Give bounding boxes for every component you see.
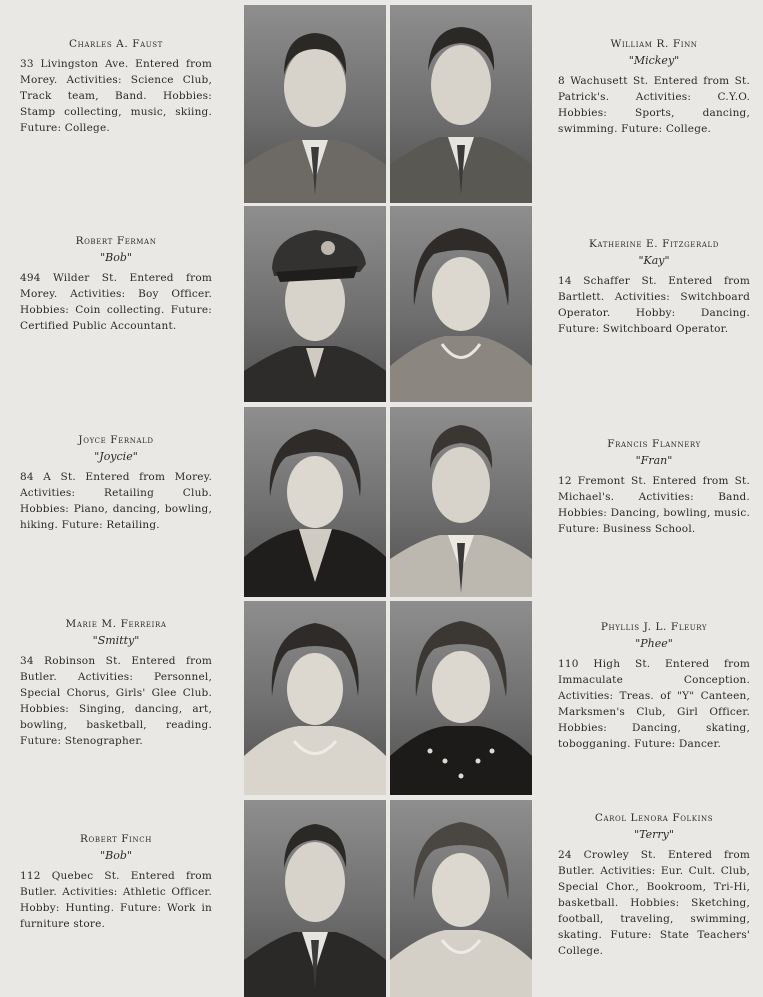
student-name: Robert Finch (80, 833, 152, 845)
student-bio: 33 Livingston Ave. Entered from Morey. Activities: Science Club, Track team, Band. Hobbies: Stamp collecting, music, skiing. Future: College. (20, 58, 212, 134)
portrait-photo-marie-ferreira (244, 601, 386, 795)
student-nickname: "Phee" (635, 637, 673, 650)
student-entry-william-finn (558, 38, 750, 137)
student-nickname: "Bob" (100, 251, 132, 264)
portrait-photo-william-finn (390, 5, 532, 203)
student-entry-katherine-fitzgerald (558, 238, 750, 337)
student-name: Joyce Fernald (78, 434, 154, 446)
student-bio: 8 Wachusett St. Entered from St. Patrick's. Activities: C.Y.O. Hobbies: Sports, dancing, swimming. Future: College. (558, 75, 750, 135)
student-entry-carol-folkins (558, 812, 750, 959)
student-bio: 84 A St. Entered from Morey. Activities: Retailing Club. Hobbies: Piano, dancing, bowling, hiking. Future: Retailing. (20, 471, 212, 531)
student-name: Carol Lenora Folkins (594, 812, 714, 824)
student-entry-charles-faust (20, 38, 212, 136)
student-nickname: "Kay" (638, 254, 670, 267)
student-entry-robert-finch (20, 833, 212, 932)
portrait-photo-joyce-fernald (244, 407, 386, 597)
student-name: Katherine E. Fitzgerald (588, 238, 720, 250)
student-entry-francis-flannery (558, 438, 750, 537)
student-nickname: "Joycie" (94, 450, 138, 463)
student-name: Robert Ferman (75, 235, 157, 247)
student-nickname: "Smitty" (92, 634, 140, 647)
student-bio: 110 High St. Entered from Immaculate Conception. Activities: Treas. of "Y" Canteen, Marksmen's Club, Girl Officer. Hobbies: Dancing, skating, tobogganing. Future: Dancer. (558, 658, 750, 750)
student-nickname: "Bob" (100, 849, 132, 862)
portrait-photo-robert-finch (244, 800, 386, 997)
student-bio: 14 Schaffer St. Entered from Bartlett. Activities: Switchboard Operator. Hobby: Dancing. Future: Switchboard Operator. (558, 275, 750, 335)
portrait-photo-charles-faust (244, 5, 386, 203)
student-bio: 112 Quebec St. Entered from Butler. Activities: Athletic Officer. Hobby: Hunting. Future: Work in furniture store. (20, 870, 212, 930)
student-entry-phyllis-fleury (558, 621, 750, 752)
student-name: William R. Finn (610, 38, 698, 50)
student-name: Phyllis J. L. Fleury (600, 621, 708, 633)
student-entry-marie-ferreira (20, 618, 212, 749)
student-nickname: "Terry" (634, 828, 674, 841)
portrait-photo-robert-ferman (244, 206, 386, 402)
student-entry-robert-ferman (20, 235, 212, 334)
student-name: Marie M. Ferreira (65, 618, 167, 630)
student-bio: 12 Fremont St. Entered from St. Michael's. Activities: Band. Hobbies: Dancing, bowling, music. Future: Business School. (558, 475, 750, 535)
student-bio: 34 Robinson St. Entered from Butler. Activities: Personnel, Special Chorus, Girls' Glee Club. Hobbies: Singing, dancing, art, bowling, basketball, reading. Future: Stenographer. (20, 655, 212, 747)
portrait-photo-katherine-fitzgerald (390, 206, 532, 402)
student-bio: 494 Wilder St. Entered from Morey. Activities: Boy Officer. Hobbies: Coin collecting. Future: Certified Public Accountant. (20, 272, 212, 332)
portrait-photo-francis-flannery (390, 407, 532, 597)
student-name: Charles A. Faust (69, 38, 163, 50)
student-nickname: "Fran" (635, 454, 673, 467)
student-bio: 24 Crowley St. Entered from Butler. Activities: Eur. Cult. Club, Special Chor., Bookroom, Tri-Hi, basketball. Hobbies: Sketching, football, traveling, swimming, skating. Future: State Teachers' College. (558, 849, 750, 957)
student-name: Francis Flannery (607, 438, 701, 450)
student-entry-joyce-fernald (20, 434, 212, 533)
student-nickname: "Mickey" (628, 54, 680, 67)
portrait-photo-phyllis-fleury (390, 601, 532, 795)
portrait-photo-carol-folkins (390, 800, 532, 997)
